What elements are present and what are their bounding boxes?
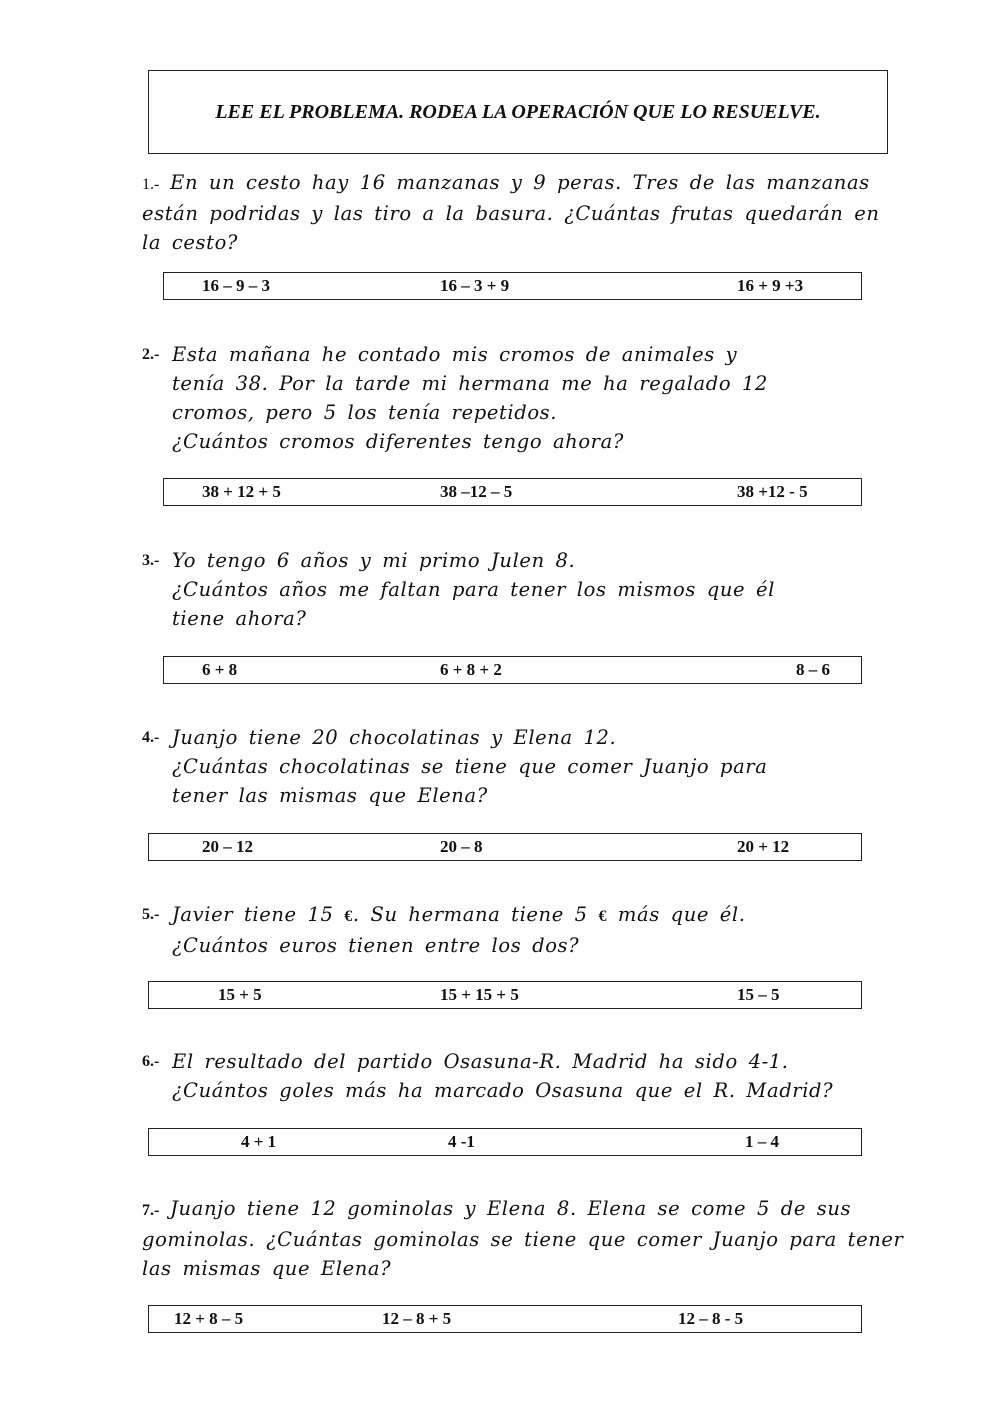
options-box-5 <box>148 981 862 1009</box>
worksheet-title: LEE EL PROBLEMA. RODEA LA OPERACIÓN QUE LO RESUELVE. <box>215 100 821 123</box>
problem-line: El resultado del partido Osasuna-R. Madrid ha sido 4-1. <box>172 1050 789 1073</box>
options-box-2 <box>163 478 862 506</box>
option-2c[interactable]: 38 +12 - 5 <box>737 482 808 501</box>
options-box-3 <box>163 656 862 684</box>
problem-line: ¿Cuántos goles más ha marcado Osasuna que el R. Madrid? <box>172 1079 834 1102</box>
problem-text <box>172 1047 922 1105</box>
problem-text-part: . Su hermana tiene 5 <box>352 903 588 926</box>
option-5c[interactable]: 15 – 5 <box>737 985 780 1004</box>
option-7a[interactable]: 12 + 8 – 5 <box>174 1309 244 1328</box>
problem-line: tenía 38. Por la tarde mi hermana me ha regalado 12 <box>172 372 768 395</box>
problem-4 <box>142 721 922 810</box>
option-1a[interactable]: 16 – 9 – 3 <box>202 276 270 295</box>
option-6c[interactable]: 1 – 4 <box>745 1132 779 1151</box>
problem-text <box>172 546 922 633</box>
option-2a[interactable]: 38 + 12 + 5 <box>202 482 281 501</box>
problem-line: Esta mañana he contado mis cromos de animales y <box>172 343 738 366</box>
problem-2 <box>142 338 922 456</box>
problem-6 <box>142 1045 922 1105</box>
problem-text <box>172 900 922 960</box>
option-4b[interactable]: 20 – 8 <box>440 837 483 856</box>
problem-line: ¿Cuántos euros tienen entre los dos? <box>172 934 580 957</box>
option-2b[interactable]: 38 –12 – 5 <box>440 482 513 501</box>
problem-1 <box>142 168 902 257</box>
problem-text: En un cesto hay 16 manzanas y 9 peras. Tres de las manzanas están podridas y las tiro a la basura. ¿Cuántas frutas quedarán en la cesto? <box>142 171 880 254</box>
euro-symbol: € <box>344 908 353 925</box>
problem-line: tiene ahora? <box>172 607 307 630</box>
options-box-6 <box>148 1128 862 1156</box>
option-7c[interactable]: 12 – 8 - 5 <box>678 1309 744 1328</box>
problem-number: 1.- <box>142 176 160 193</box>
option-3c[interactable]: 8 – 6 <box>796 660 830 679</box>
option-4a[interactable]: 20 – 12 <box>202 837 253 856</box>
euro-symbol: € <box>598 908 608 925</box>
problem-line: ¿Cuántas chocolatinas se tiene que comer Juanjo para <box>172 755 768 778</box>
problem-line: ¿Cuántos cromos diferentes tengo ahora? <box>172 430 624 453</box>
problem-text-part: más que él. <box>617 903 746 926</box>
problem-line: Juanjo tiene 20 chocolatinas y Elena 12. <box>172 726 617 749</box>
problem-number: 7.- <box>142 1202 160 1219</box>
problem-text-part: Javier tiene 15 <box>172 903 334 926</box>
options-box-7 <box>148 1305 862 1333</box>
problem-text <box>172 340 922 456</box>
problem-number: 6.- <box>142 1053 160 1070</box>
options-box-1 <box>163 272 862 300</box>
option-1c[interactable]: 16 + 9 +3 <box>737 276 804 295</box>
option-4c[interactable]: 20 + 12 <box>737 837 790 856</box>
option-5b[interactable]: 15 + 15 + 5 <box>440 985 519 1004</box>
problem-number: 4.- <box>142 729 160 746</box>
problem-7 <box>142 1194 912 1283</box>
option-6a[interactable]: 4 + 1 <box>241 1132 277 1151</box>
problem-5 <box>142 898 922 960</box>
option-3a[interactable]: 6 + 8 <box>202 660 238 679</box>
problem-line: cromos, pero 5 los tenía repetidos. <box>172 401 558 424</box>
options-box-4 <box>148 833 862 861</box>
option-6b[interactable]: 4 -1 <box>448 1132 475 1151</box>
problem-number: 5.- <box>142 906 160 923</box>
problem-number: 3.- <box>142 552 160 569</box>
problem-text: Juanjo tiene 12 gominolas y Elena 8. Elena se come 5 de sus gominolas. ¿Cuántas gominolas se tiene que comer Juanjo para tener las mismas que Elena? <box>142 1197 904 1280</box>
option-3b[interactable]: 6 + 8 + 2 <box>440 660 502 679</box>
problem-line: tener las mismas que Elena? <box>172 784 488 807</box>
title-box <box>148 70 888 154</box>
problem-line <box>172 900 922 931</box>
option-5a[interactable]: 15 + 5 <box>218 985 262 1004</box>
problem-line: Yo tengo 6 años y mi primo Julen 8. <box>172 549 576 572</box>
problem-text <box>172 723 922 810</box>
option-1b[interactable]: 16 – 3 + 9 <box>440 276 510 295</box>
problem-3 <box>142 544 922 633</box>
option-7b[interactable]: 12 – 8 + 5 <box>382 1309 452 1328</box>
problem-line: ¿Cuántos años me faltan para tener los mismos que él <box>172 578 775 601</box>
problem-number: 2.- <box>142 346 160 363</box>
